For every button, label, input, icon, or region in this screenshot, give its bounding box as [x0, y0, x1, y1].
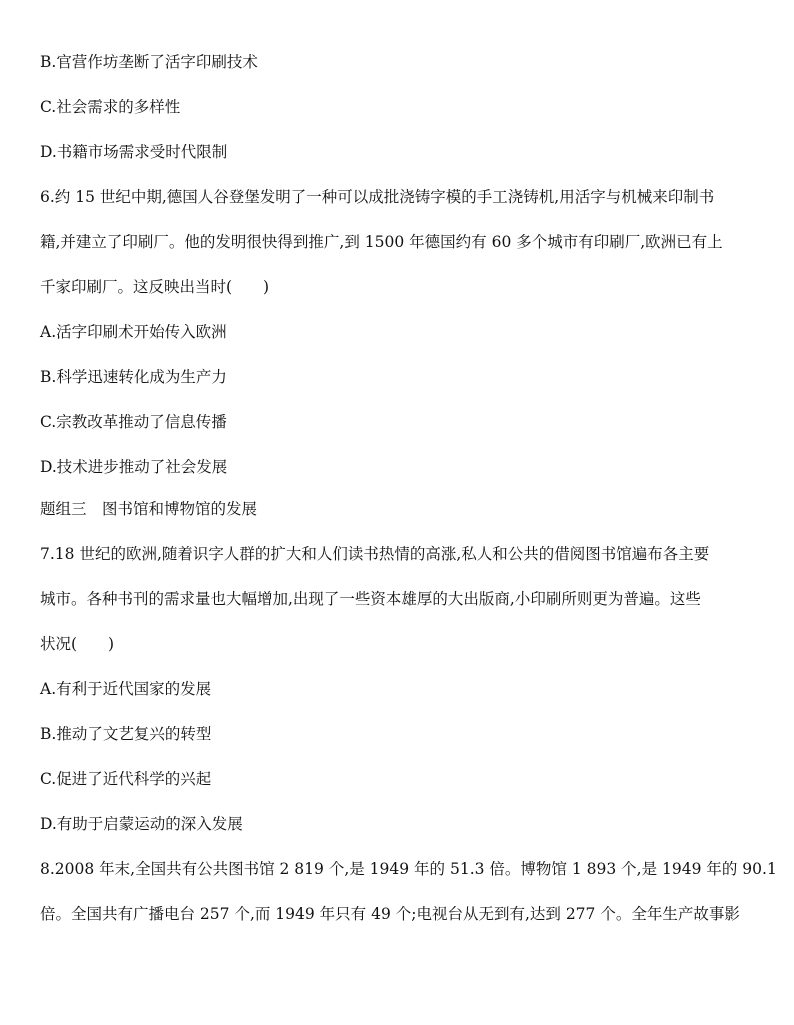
- q6-option-b: B.科学迅速转化成为生产力: [40, 368, 227, 386]
- q5-option-c: C.社会需求的多样性: [40, 98, 181, 116]
- q6-stem-line-3: 千家印刷厂。这反映出当时( ): [40, 278, 270, 296]
- q6-option-c: C.宗教改革推动了信息传播: [40, 413, 227, 431]
- q7-stem-line-3: 状况( ): [40, 635, 115, 653]
- q6-stem-line-1: 6.约 15 世纪中期,德国人谷登堡发明了一种可以成批浇铸字模的手工浇铸机,用活字与机械来印制书: [40, 188, 715, 206]
- q6-option-a: A.活字印刷术开始传入欧洲: [40, 323, 227, 341]
- q8-stem-line-1: 8.2008 年末,全国共有公共图书馆 2 819 个,是 1949 年的 51.3 倍。博物馆 1 893 个,是 1949 年的 90.1: [40, 860, 777, 878]
- q6-stem-line-2: 籍,并建立了印刷厂。他的发明很快得到推广,到 1500 年德国约有 60 多个城市有印刷厂,欧洲已有上: [40, 233, 723, 251]
- q7-option-d: D.有助于启蒙运动的深入发展: [40, 815, 243, 833]
- section-heading: 题组三 图书馆和博物馆的发展: [40, 500, 258, 518]
- q7-option-b: B.推动了文艺复兴的转型: [40, 725, 212, 743]
- q5-option-b: B.官营作坊垄断了活字印刷技术: [40, 53, 258, 71]
- q7-stem-line-1: 7.18 世纪的欧洲,随着识字人群的扩大和人们读书热情的高涨,私人和公共的借阅图书馆遍布各主要: [40, 545, 710, 563]
- q6-option-d: D.技术进步推动了社会发展: [40, 458, 228, 476]
- q7-stem-line-2: 城市。各种书刊的需求量也大幅增加,出现了一些资本雄厚的大出版商,小印刷所则更为普遍。这些: [40, 590, 701, 608]
- q5-option-d: D.书籍市场需求受时代限制: [40, 143, 228, 161]
- q7-option-c: C.促进了近代科学的兴起: [40, 770, 212, 788]
- q8-stem-line-2: 倍。全国共有广播电台 257 个,而 1949 年只有 49 个;电视台从无到有,达到 277 个。全年生产故事影: [40, 905, 740, 923]
- q7-option-a: A.有利于近代国家的发展: [40, 680, 212, 698]
